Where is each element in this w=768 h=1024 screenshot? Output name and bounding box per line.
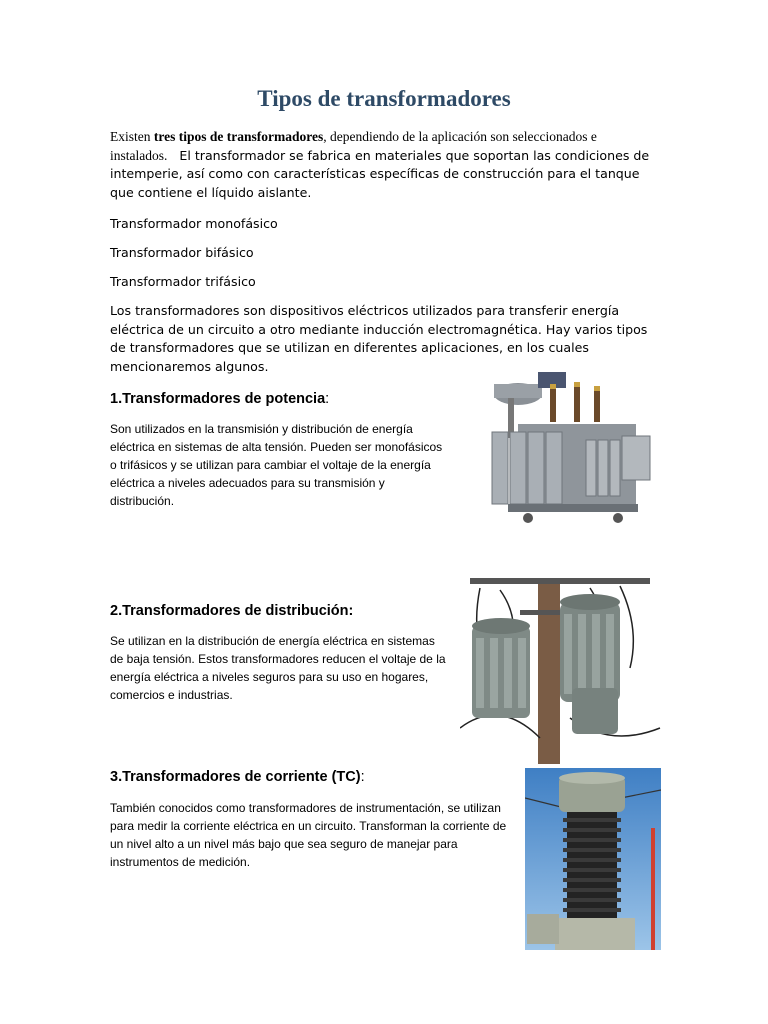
section-heading-text: 3.Transformadores de corriente (TC) (110, 769, 361, 785)
section-heading-colon: : (325, 391, 330, 407)
section-heading-distribucion (110, 603, 353, 619)
section-text-potencia: Son utilizados en la transmisión y distribución de energía eléctrica en sistemas de alta tensión. Pueden ser monofásicos o trifásicos y se utilizan para cambiar el voltaje de la energía eléctrica a niveles adecuados para su transmisión y distribución. (110, 422, 443, 508)
section-text-distribucion: Se utilizan en la distribución de energía eléctrica en sistemas de baja tensión. Estos transformadores reducen el voltaje de la energía eléctrica a niveles seguros para su uso en hogares, comercios e industrias. (110, 634, 446, 702)
type-item-monofasico: Transformador monofásico (110, 216, 278, 231)
type-item-bifasico: Transformador bifásico (110, 245, 254, 260)
intro-prefix: Existen (110, 129, 154, 144)
type-item-trifasico: Transformador trifásico (110, 274, 256, 289)
current-transformer-drawing (525, 768, 661, 950)
power-transformer-image (478, 366, 658, 534)
intro-rest: El transformador se fabrica en materiales que soportan las condiciones de intemperie, así como con características específicas de construcción para el tanque que contiene el líquido aislante. (110, 147, 650, 200)
intro-serif-rest: , dependiendo de la aplicación son seleccionados e instalados. (110, 129, 597, 163)
section-heading-text: 2.Transformadores de distribución: (110, 603, 354, 619)
section-heading-corriente (110, 769, 365, 785)
section-heading-potencia (110, 391, 329, 407)
section-heading-text: 1.Transformadores de potencia (110, 391, 326, 407)
current-transformer-image (525, 768, 661, 950)
page-title: Tipos de transformadores (257, 86, 511, 111)
intro-paragraph (110, 128, 660, 202)
description-paragraph: Los transformadores son dispositivos eléctricos utilizados para transferir energía eléctrica de un circuito a otro mediante inducción electromagnética. Hay varios tipos de transformadores que se utilizan en diferentes aplicaciones, en los cuales mencionaremos algunos. (110, 303, 648, 374)
power-transformer-drawing (478, 366, 658, 534)
section-text-corriente: También conocidos como transformadores de instrumentación, se utilizan para medir la corriente eléctrica en un circuito. Transforman la corriente de un nivel alto a un nivel más bajo que sea seguro de manejar para instrumentos de medición. (110, 801, 507, 869)
distribution-transformer-drawing (460, 578, 670, 764)
intro-bold: tres tipos de transformadores (153, 129, 324, 144)
section-heading-colon: : (360, 769, 365, 785)
distribution-transformer-image (460, 578, 670, 764)
